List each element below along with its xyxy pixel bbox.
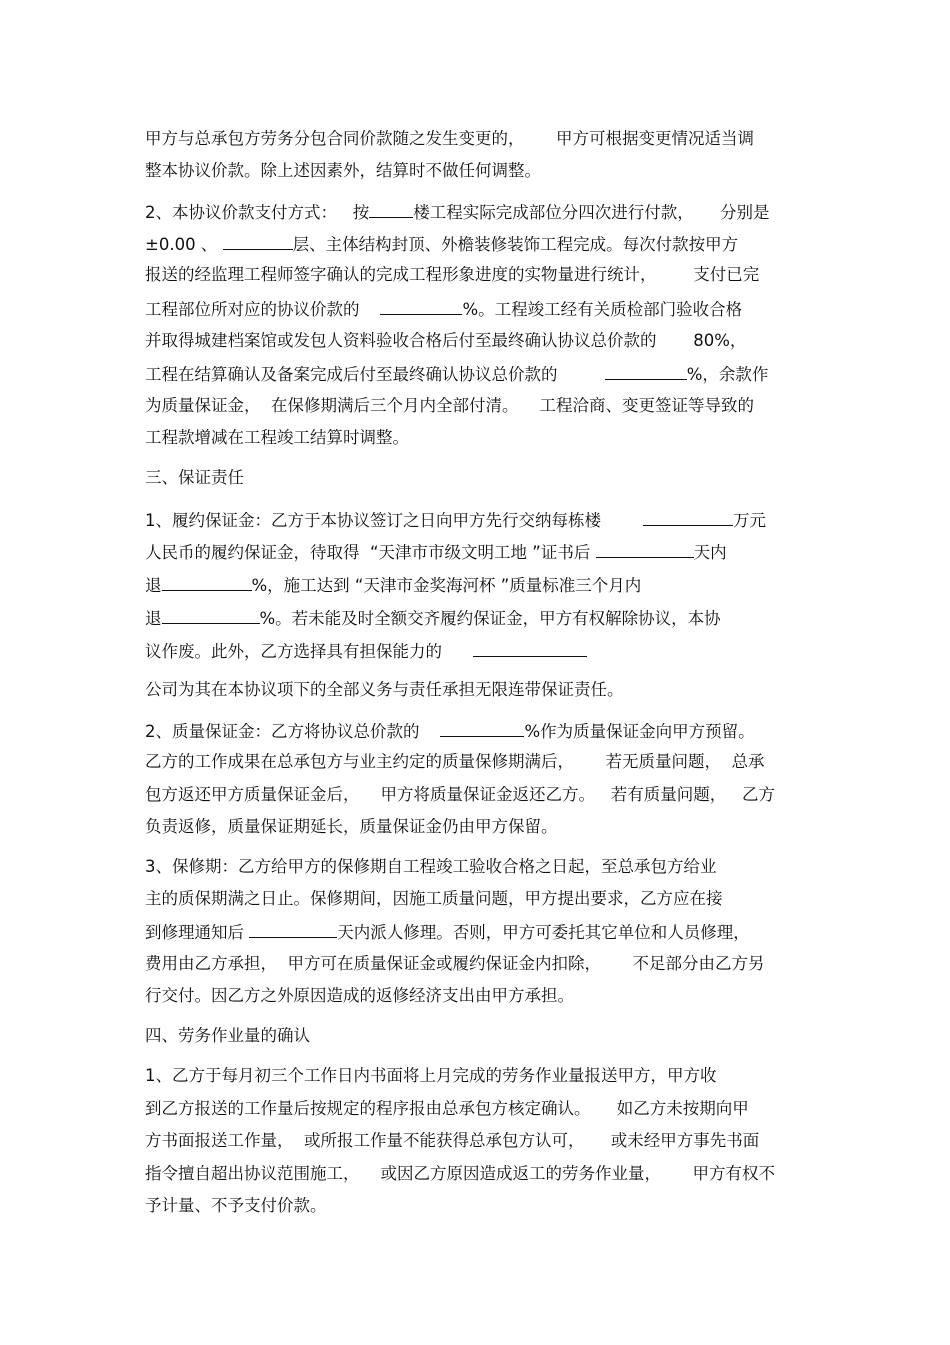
text-line: [145, 330, 746, 352]
text-line: [145, 467, 244, 489]
line-text: 2、质量保证金：乙方将协议总价款的: [145, 722, 441, 741]
fill-in-blank: [162, 606, 260, 624]
fill-in-blank: [162, 573, 252, 591]
line-text: 行交付。因乙方之外原因造成的返修经济支出由甲方承担。: [145, 986, 574, 1005]
text-line: [145, 1098, 749, 1120]
line-text: 楼工程实际完成部位分四次进行付款， 分别是: [413, 203, 770, 222]
line-text: %作为质量保证金向甲方预留。: [524, 722, 755, 741]
line-text: %，余款作: [686, 365, 769, 384]
text-line: [145, 1163, 775, 1185]
line-text: 1、履约保证金：乙方于本协议签订之日向甲方先行交纳每栋楼: [145, 511, 643, 530]
line-text: 甲方与总承包方劳务分包合同价款随之发生变更的， 甲方可根据变更情况适当调: [145, 129, 754, 148]
line-text: 为质量保证金， 在保修期满后三个月内全部付清。 工程洽商、变更签证等导致的: [145, 396, 754, 415]
line-text: 包方返还甲方质量保证金后， 甲方将质量保证金返还乙方。 若有质量问题， 乙方: [145, 785, 775, 804]
line-text: 2、本协议价款支付方式： 按: [145, 203, 370, 222]
text-line: [145, 128, 754, 150]
line-text: 主的质保期满之日止。保修期间，因施工质量问题，甲方提出要求，乙方应在接: [145, 889, 723, 908]
text-line: [145, 395, 754, 417]
text-line: [145, 816, 558, 838]
text-line: [145, 606, 721, 630]
text-line: [145, 540, 727, 564]
text-line: [145, 200, 769, 224]
line-text: 予计量、不予支付价款。: [145, 1196, 327, 1215]
line-text: 议作废。此外，乙方选择具有担保能力的: [145, 642, 474, 661]
fill-in-blank: [440, 719, 524, 737]
line-text: 退: [145, 609, 162, 628]
line-text: 万元: [732, 511, 766, 530]
fill-in-blank: [223, 232, 293, 250]
text-line: [145, 1130, 759, 1152]
text-line: [145, 264, 759, 286]
text-line: [145, 985, 574, 1007]
line-text: ±0.00 、: [145, 235, 223, 254]
text-line: [145, 1195, 327, 1217]
line-text: 公司为其在本协议项下的全部义务与责任承担无限连带保证责任。: [145, 680, 624, 699]
fill-in-blank: [249, 920, 337, 938]
text-line: [145, 639, 587, 663]
line-text: 3、保修期：乙方给甲方的保修期自工程竣工验收合格之日起，至总承包方给业: [145, 857, 717, 876]
text-line: [145, 508, 766, 532]
line-text: 到乙方报送的工作量后按规定的程序报由总承包方核定确认。 如乙方未按期向甲: [145, 1099, 749, 1118]
text-line: [145, 362, 768, 386]
text-line: [145, 1065, 717, 1087]
line-text: 负责返修，质量保证期延长，质量保证金仍由甲方保留。: [145, 817, 558, 836]
line-text: 乙方的工作成果在总承包方与业主约定的质量保修期满后， 若无质量问题， 总承: [145, 752, 765, 771]
line-text: 天内: [693, 543, 727, 562]
fill-in-blank: [596, 540, 694, 558]
text-line: [145, 888, 723, 910]
line-text: 天内派人修理。否则，甲方可委托其它单位和人员修理，: [337, 923, 750, 942]
text-line: [145, 920, 750, 944]
line-text: 三、保证责任: [145, 468, 244, 487]
text-line: [145, 160, 541, 182]
line-text: 退: [145, 576, 162, 595]
text-line: [145, 679, 624, 701]
line-text: 工程在结算确认及备案完成后付至最终确认协议总价款的: [145, 365, 605, 384]
line-text: 1、乙方于每月初三个工作日内书面将上月完成的劳务作业量报送甲方，甲方收: [145, 1066, 717, 1085]
line-text: %。若未能及时全额交齐履约保证金，甲方有权解除协议，本协: [259, 609, 721, 628]
line-text: 并取得城建档案馆或发包人资料验收合格后付至最终确认协议总价款的 80%，: [145, 331, 747, 350]
text-line: [145, 573, 641, 597]
fill-in-blank: [473, 639, 587, 657]
line-text: 整本协议价款。除上述因素外，结算时不做任何调整。: [145, 161, 541, 180]
line-text: 报送的经监理工程师签字确认的完成工程形象进度的实物量进行统计， 支付已完: [145, 265, 760, 284]
line-text: 到修理通知后: [145, 923, 250, 942]
text-line: [145, 719, 755, 743]
line-text: 指令擅自超出协议范围施工， 或因乙方原因造成返工的劳务作业量， 甲方有权不: [145, 1164, 775, 1183]
line-text: 工程款增减在工程竣工结算时调整。: [145, 428, 409, 447]
fill-in-blank: [380, 297, 462, 315]
line-text: %，施工达到 “天津市金奖海河杯 ”质量标准三个月内: [251, 576, 642, 595]
line-text: %。工程竣工经有关质检部门验收合格: [462, 300, 743, 319]
text-line: [145, 856, 717, 878]
line-text: 费用由乙方承担， 甲方可在质量保证金或履约保证金内扣除， 不足部分由乙方另: [145, 954, 765, 973]
fill-in-blank: [369, 200, 413, 218]
line-text: 工程部位所对应的协议价款的: [145, 300, 381, 319]
line-text: 层、主体结构封顶、外檐装修装饰工程完成。每次付款按甲方: [292, 235, 739, 254]
text-line: [145, 751, 764, 773]
line-text: 方书面报送工作量， 或所报工作量不能获得总承包方认可， 或未经甲方事先书面: [145, 1131, 760, 1150]
line-text: 四、劳务作业量的确认: [145, 1026, 310, 1045]
fill-in-blank: [605, 362, 687, 380]
text-line: [145, 1025, 310, 1047]
text-line: [145, 784, 775, 806]
text-line: [145, 953, 764, 975]
fill-in-blank: [643, 508, 733, 526]
text-line: [145, 427, 409, 449]
line-text: 人民币的履约保证金，待取得 “天津市市级文明工地 ”证书后: [145, 543, 596, 562]
text-line: [145, 297, 742, 321]
text-line: [145, 232, 738, 256]
